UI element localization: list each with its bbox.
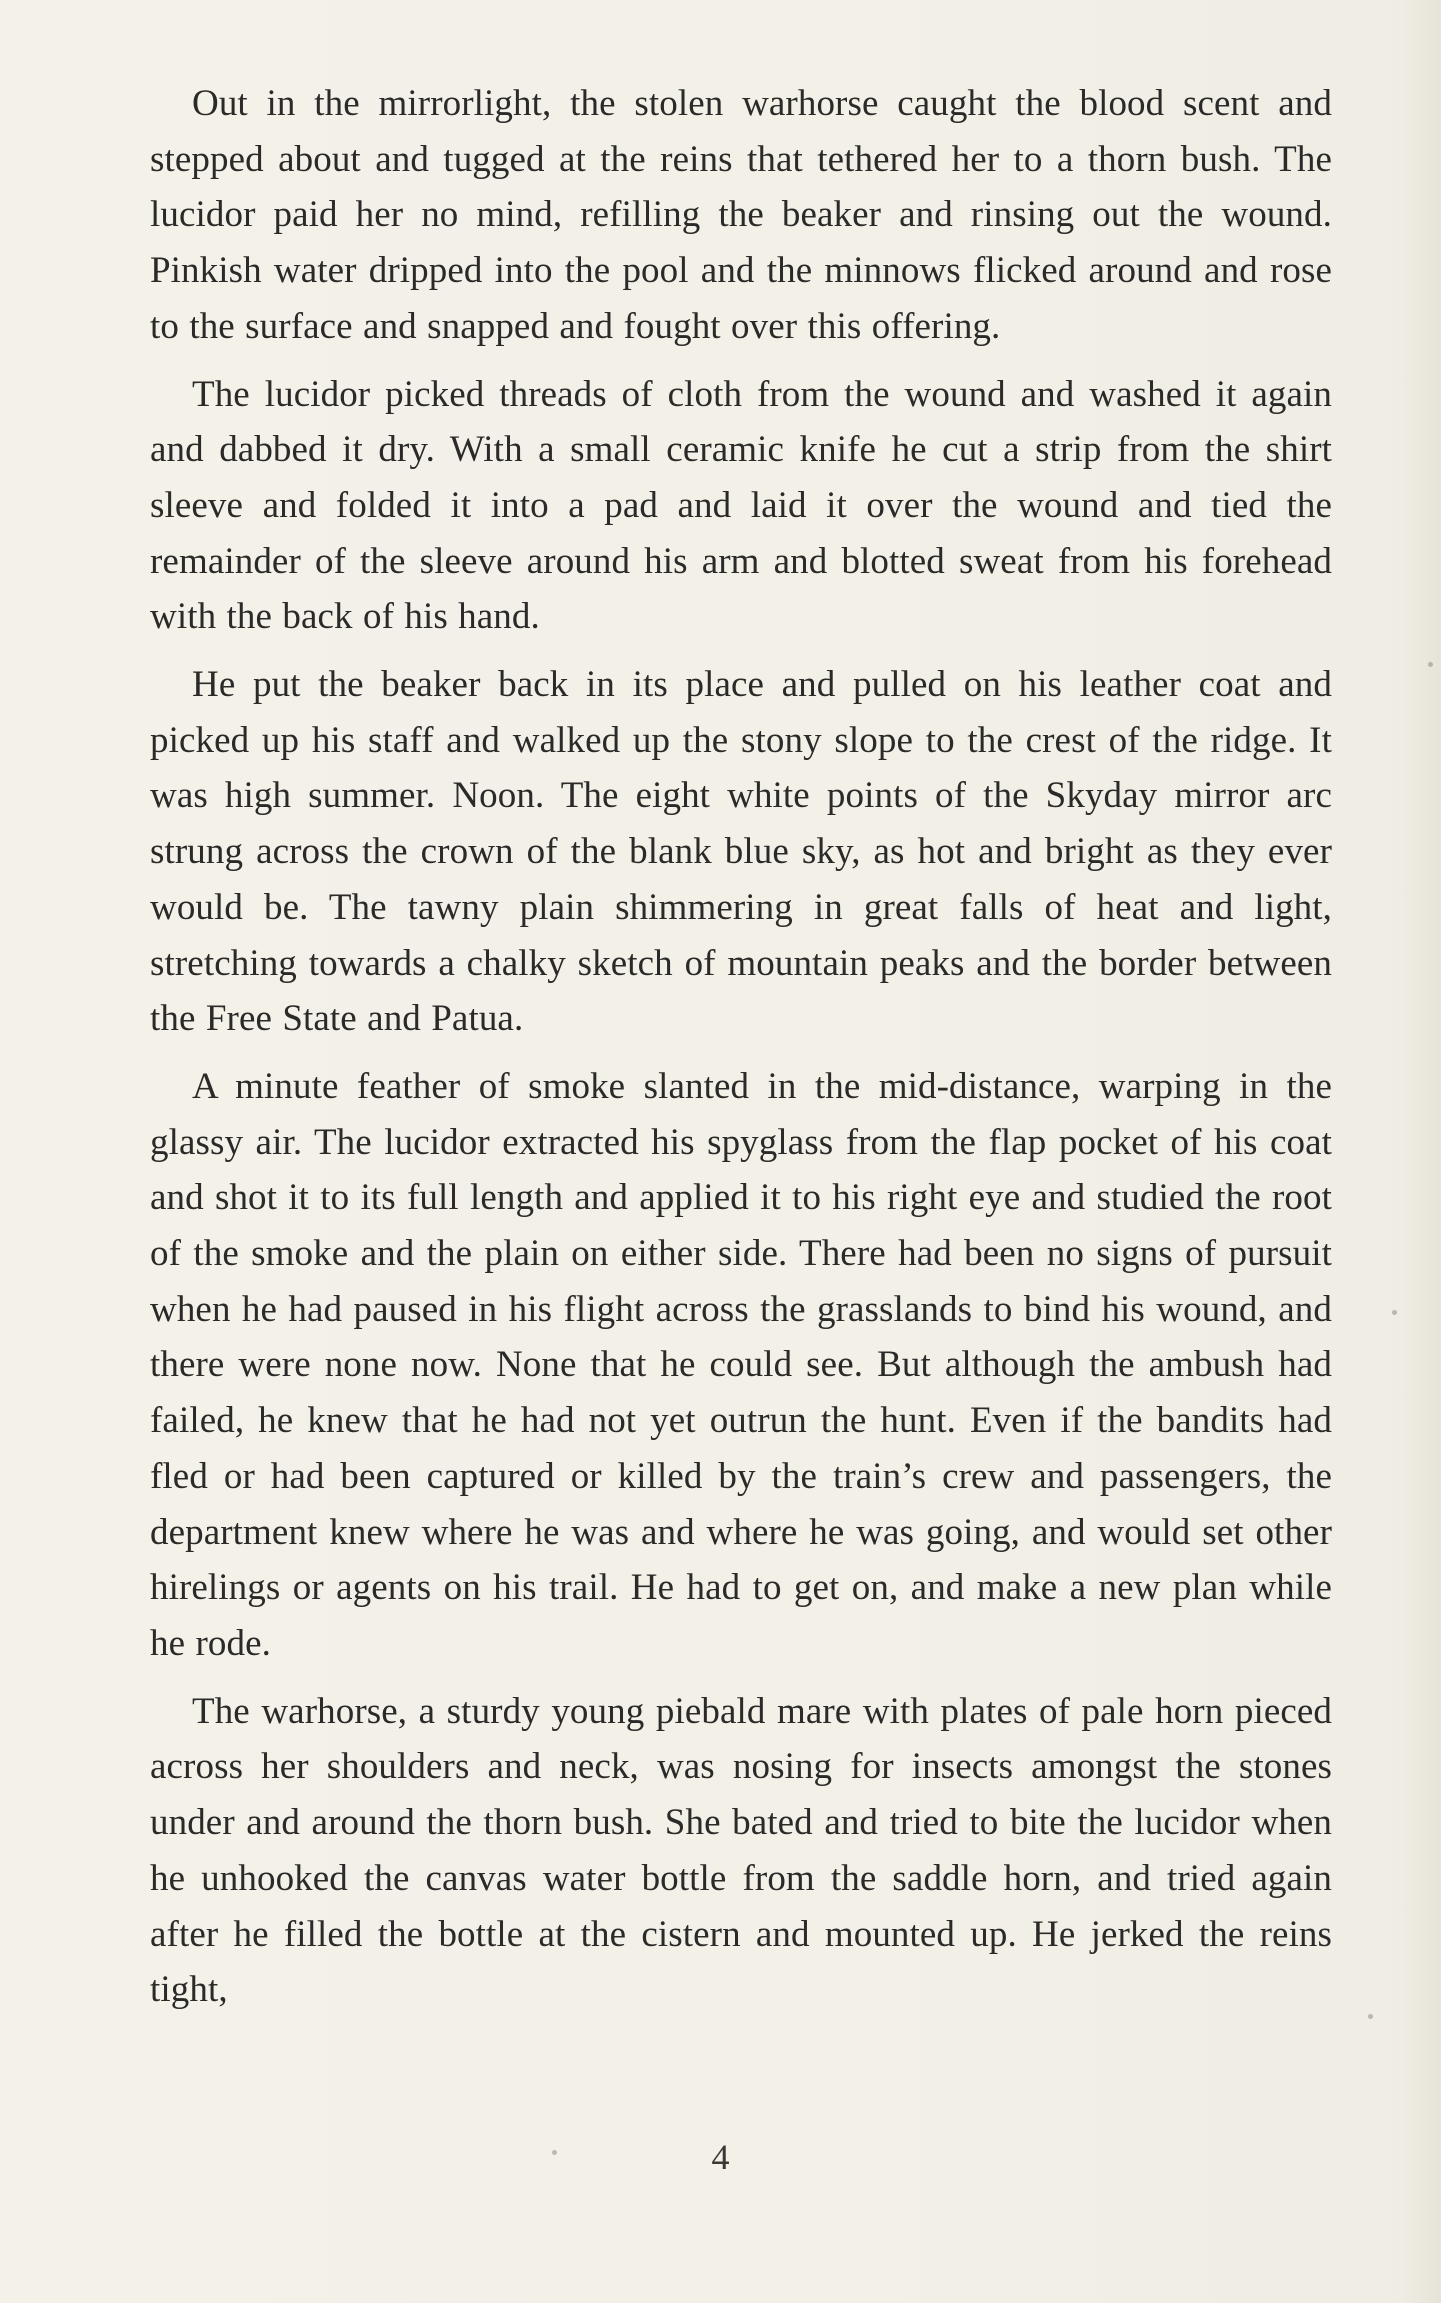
paragraph-1: Out in the mirrorlight, the stolen warhorse caught the blood scent and stepped about and tugged at the reins that tethered her to a thorn bush. The lucidor paid her no mind, refilling the beaker and rinsing out the wound. Pinkish water dripped into the pool and the minnows flicked around and rose to the surface and snapped and fought over this offering. [150, 83, 1332, 347]
paragraph-3: He put the beaker back in its place and pulled on his leather coat and picked up his staff and walked up the stony slope to the crest of the ridge. It was high summer. Noon. The eight white points of the Skyday mirror arc strung across the crown of the blank blue sky, as hot and bright as they ever would be. The tawny plain shimmering in great falls of heat and light, stretching towards a chalky sketch of mountain peaks and the border between the Free State and Patua. [150, 664, 1332, 1040]
scan-speck [552, 2150, 557, 2155]
body-text [150, 76, 1332, 2030]
scan-speck [1368, 2014, 1373, 2019]
page-number: 4 [711, 2137, 730, 2177]
paragraph-4: A minute feather of smoke slanted in the mid-distance, warping in the glassy air. The lucidor extracted his spyglass from the flap pocket of his coat and shot it to its full length and applied it to his right eye and studied the root of the smoke and the plain on either side. There had been no signs of pursuit when he had paused in his flight across the grasslands to bind his wound, and there were none now. None that he could see. But although the ambush had failed, he knew that he had not yet outrun the hunt. Even if the bandits had fled or had been captured or killed by the train’s crew and passengers, the department knew where he was and where he was going, and would set other hirelings or agents on his trail. He had to get on, and make a new plan while he rode. [150, 1065, 1332, 1664]
paragraph-2: The lucidor picked threads of cloth from the wound and washed it again and dabbed it dry. With a small ceramic knife he cut a strip from the shirt sleeve and folded it into a pad and laid it over the wound and tied the remainder of the sleeve around his arm and blotted sweat from his forehead with the back of his hand. [150, 373, 1332, 638]
scan-speck [1392, 1310, 1397, 1315]
paragraph-5: The warhorse, a sturdy young piebald mare with plates of pale horn pieced across her shoulders and neck, was nosing for insects amongst the stones under and around the thorn bush. She bated and tried to bite the lucidor when he unhooked the canvas water bottle from the saddle horn, and tried again after he filled the bottle at the cistern and mounted up. He jerked the reins tight, [150, 1690, 1332, 2011]
page-edge-shadow [1401, 0, 1441, 2303]
scan-speck [1428, 662, 1433, 667]
